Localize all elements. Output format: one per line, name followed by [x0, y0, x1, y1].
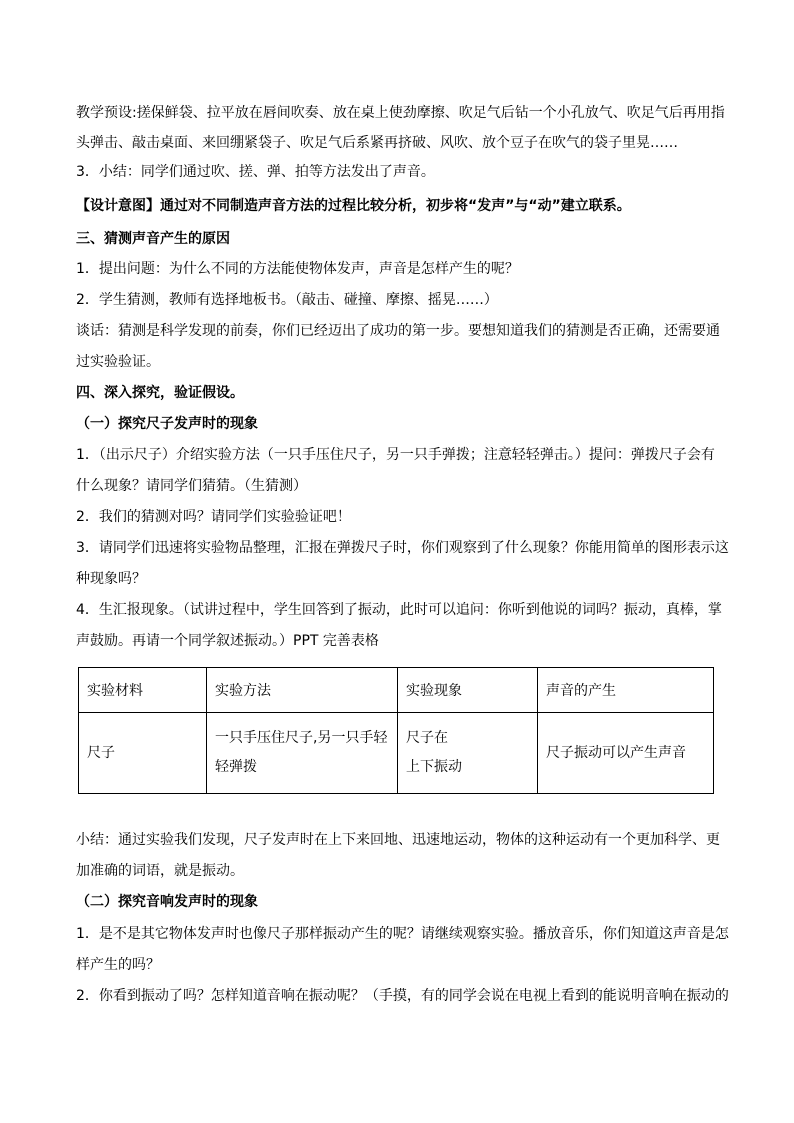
step-1-line-2: 什么现象？请同学们猜猜。（生猜测） — [76, 478, 307, 494]
speaker-step-2-line: 2．你看到振动了吗？怎样知道音响在振动呢？（手摸，有的同学会说在电视上看到的能说明音响在振动的 — [76, 988, 729, 1004]
cell-method-line-2: 轻弹拨 — [215, 759, 257, 775]
cell-method-line-1: 一只手压住尺子,另一只手轻 — [215, 730, 388, 746]
subsection-heading-2: （二）探究音响发声时的现象 — [76, 894, 258, 910]
cell-method — [207, 713, 398, 794]
cell-phenomenon-line-1: 尺子在 — [406, 730, 448, 746]
step-2-line: 2．我们的猜测对吗？请同学们实验验证吧！ — [76, 509, 351, 525]
table-header-row — [79, 668, 714, 713]
header-material: 实验材料 — [79, 668, 207, 713]
step-3-line-1: 3．请同学们迅速将实验物品整理，汇报在弹拨尺子时，你们观察到了什么现象？你能用简单的图形表示这 — [76, 540, 729, 556]
experiment-table — [78, 667, 714, 794]
design-intent: 【设计意图】通过对不同制造声音方法的过程比较分析，初步将“发声”与“动”建立联系。 — [76, 198, 631, 214]
header-phenomenon: 实验现象 — [398, 668, 538, 713]
step-4-line-1: 4．生汇报现象。（试讲过程中，学生回答到了振动，此时可以追问：你听到他说的词吗？振动，真棒，掌 — [76, 602, 722, 618]
cell-phenomenon-line-2: 上下振动 — [406, 759, 462, 775]
header-result: 声音的产生 — [538, 668, 714, 713]
cell-phenomenon — [398, 713, 538, 794]
question-line: 1．提出问题：为什么不同的方法能使物体发声，声音是怎样产生的呢？ — [76, 261, 519, 277]
speaker-step-1-line-1: 1．是不是其它物体发声时也像尺子那样振动产生的呢？请继续观察实验。播放音乐，你们知道这声音是怎 — [76, 926, 729, 942]
step-4-line-2: 声鼓励。再请一个同学叙述振动。）PPT 完善表格 — [76, 633, 379, 649]
summary-line: 3．小结：同学们通过吹、搓、弹、拍等方法发出了声音。 — [76, 164, 435, 180]
conclusion-line-1: 小结：通过实验我们发现，尺子发声时在上下来回地、迅速地运动，物体的这种运动有一个更加科学、更 — [76, 832, 720, 848]
step-3-line-2: 种现象吗？ — [76, 571, 146, 587]
section-heading-3: 三、猜测声音产生的原因 — [76, 231, 230, 247]
guess-line: 2．学生猜测，教师有选择地板书。（敲击、碰撞、摩擦、摇晃……） — [76, 292, 498, 308]
cell-material: 尺子 — [79, 713, 207, 794]
conclusion-line-2: 加准确的词语，就是振动。 — [76, 863, 244, 879]
teaching-preset-line-2: 头弹击、敲击桌面、来回绷紧袋子、吹足气后系紧再挤破、风吹、放个豆子在吹气的袋子里晃…… — [76, 135, 678, 151]
cell-result: 尺子振动可以产生声音 — [538, 713, 714, 794]
step-1-line-1: 1．（出示尺子）介绍实验方法（一只手压住尺子，另一只手弹拨；注意轻轻弹击。）提问：弹拨尺子会有 — [76, 447, 715, 463]
section-heading-4: 四、深入探究，验证假设。 — [76, 385, 244, 401]
header-method: 实验方法 — [207, 668, 398, 713]
talk-line-2: 过实验验证。 — [76, 354, 160, 370]
table-row — [79, 713, 714, 794]
talk-line-1: 谈话：猜测是科学发现的前奏，你们已经迈出了成功的第一步。要想知道我们的猜测是否正确，还需要通 — [76, 323, 720, 339]
teaching-preset-line-1: 教学预设:搓保鲜袋、拉平放在唇间吹奏、放在桌上使劲摩擦、吹足气后钻一个小孔放气、吹足气后再用指 — [76, 105, 725, 121]
subsection-heading-1: （一）探究尺子发声时的现象 — [76, 416, 258, 432]
speaker-step-1-line-2: 样产生的吗？ — [76, 957, 160, 973]
